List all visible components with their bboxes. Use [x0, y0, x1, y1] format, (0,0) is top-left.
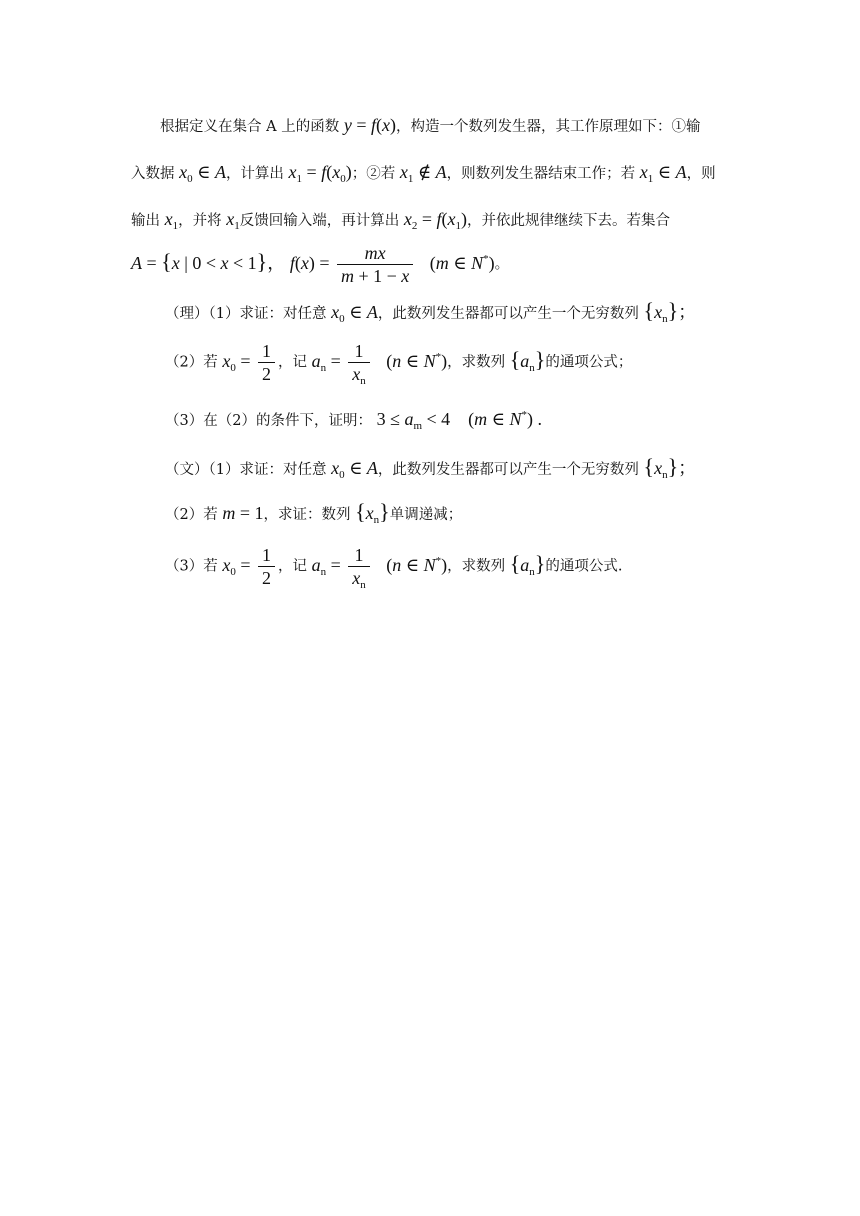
intro-text: ，并依此规律继续下去。若集合 [467, 213, 670, 229]
intro-line-1 [160, 116, 700, 135]
math-set-a: A = {x | 0 < x < 1}， [131, 248, 286, 274]
intro-text: 反馈回输入端，再计算出 [239, 213, 400, 229]
intro-text: 输出 [131, 213, 160, 229]
question-text: ，记 [278, 558, 307, 575]
question-text: 的通项公式； [545, 354, 633, 371]
math-expression: $x_1$ [226, 209, 240, 232]
fraction: $\frac{1}{2}$ [258, 546, 275, 587]
intro-line-3 [131, 209, 670, 232]
fraction: $\frac{1}{x_n}$ [348, 342, 370, 383]
intro-text: 根据定义在集合 A 上的函数 [160, 119, 340, 135]
intro-text: ，构造一个数列发生器，其工作原理如下：①输 [395, 119, 701, 135]
math-expression: $x_1 = f(x_0)$ [288, 162, 352, 185]
math-expression: $x_1$ ∉ A [399, 162, 447, 185]
question-text: ，求证：数列 [263, 507, 351, 523]
li-question-1 [165, 298, 697, 325]
question-text: （2）若 [165, 354, 218, 371]
question-text: 的通项公式. [545, 558, 623, 575]
math-expression: $\{a_n\}$ [509, 346, 546, 374]
intro-text: ，计算出 [225, 166, 284, 182]
li-question-3 [165, 409, 543, 432]
math-expression: $a_n$ = $\frac{1}{x_n}$ (n ∈ N*) [311, 545, 448, 591]
li-question-2 [165, 341, 633, 387]
math-expression: $x_1$ [164, 209, 179, 232]
question-text: ，此数列发生器都可以产生一个无穷数列 [377, 462, 639, 478]
math-expression: $x_1$ ∈ A [639, 162, 687, 185]
question-text: （2）若 [165, 507, 218, 523]
math-expression: $x_0$ ∈ A [331, 302, 378, 325]
question-text: （理）（1）求证：对任意 [165, 306, 327, 322]
math-expression: $x_0$ ∈ A [331, 458, 378, 481]
question-text: （3）若 [165, 558, 218, 575]
fraction: $\frac{mx}{m + 1 - x}$ [337, 244, 413, 285]
math-function-def: f(x) = $\frac{mx}{m + 1 - x}$ (m ∈ N*) [289, 243, 495, 286]
question-text: ，此数列发生器都可以产生一个无穷数列 [377, 306, 639, 322]
intro-text: ，则数列发生器结束工作；若 [446, 166, 636, 182]
math-expression: $3 \le a_m < 4$ (m ∈ N*) . [376, 409, 543, 432]
math-expression: $\{x_n\}$； [643, 454, 697, 481]
intro-text: ；②若 [351, 166, 396, 182]
question-text: （文）（1）求证：对任意 [165, 462, 327, 478]
question-text: ，求数列 [447, 354, 506, 371]
question-text: ，求数列 [447, 558, 506, 575]
math-expression: $\{x_n\}$ [355, 499, 390, 526]
intro-line-2 [131, 162, 716, 185]
question-text: 单调递减； [389, 507, 463, 523]
math-expression: $x_0$ = $\frac{1}{2}$ [222, 555, 278, 575]
intro-text: 入数据 [131, 166, 175, 182]
math-expression: $x_0$ ∈ A [179, 162, 226, 185]
math-expression: $x_0$ = $\frac{1}{2}$ [222, 351, 278, 371]
question-text: （3）在（2）的条件下，证明： [165, 413, 372, 429]
intro-text: ，则 [686, 166, 716, 182]
intro-line-4 [131, 244, 509, 285]
math-expression: $\{x_n\}$； [643, 298, 697, 325]
math-expression: y = f(x) [343, 115, 396, 135]
wen-question-2 [165, 499, 463, 526]
intro-text: ，并将 [178, 213, 222, 229]
math-expression: $\{a_n\}$ [509, 550, 546, 578]
wen-question-3 [165, 545, 623, 591]
intro-text: 。 [494, 256, 510, 273]
wen-question-1 [165, 454, 697, 481]
fraction: $\frac{1}{x_n}$ [348, 546, 370, 587]
math-expression: $x_2 = f(x_1)$ [403, 209, 467, 232]
fraction: $\frac{1}{2}$ [258, 342, 275, 383]
math-expression: m = 1 [222, 503, 264, 523]
math-expression: $a_n$ = $\frac{1}{x_n}$ (n ∈ N*) [311, 341, 448, 387]
question-text: ，记 [278, 354, 307, 371]
